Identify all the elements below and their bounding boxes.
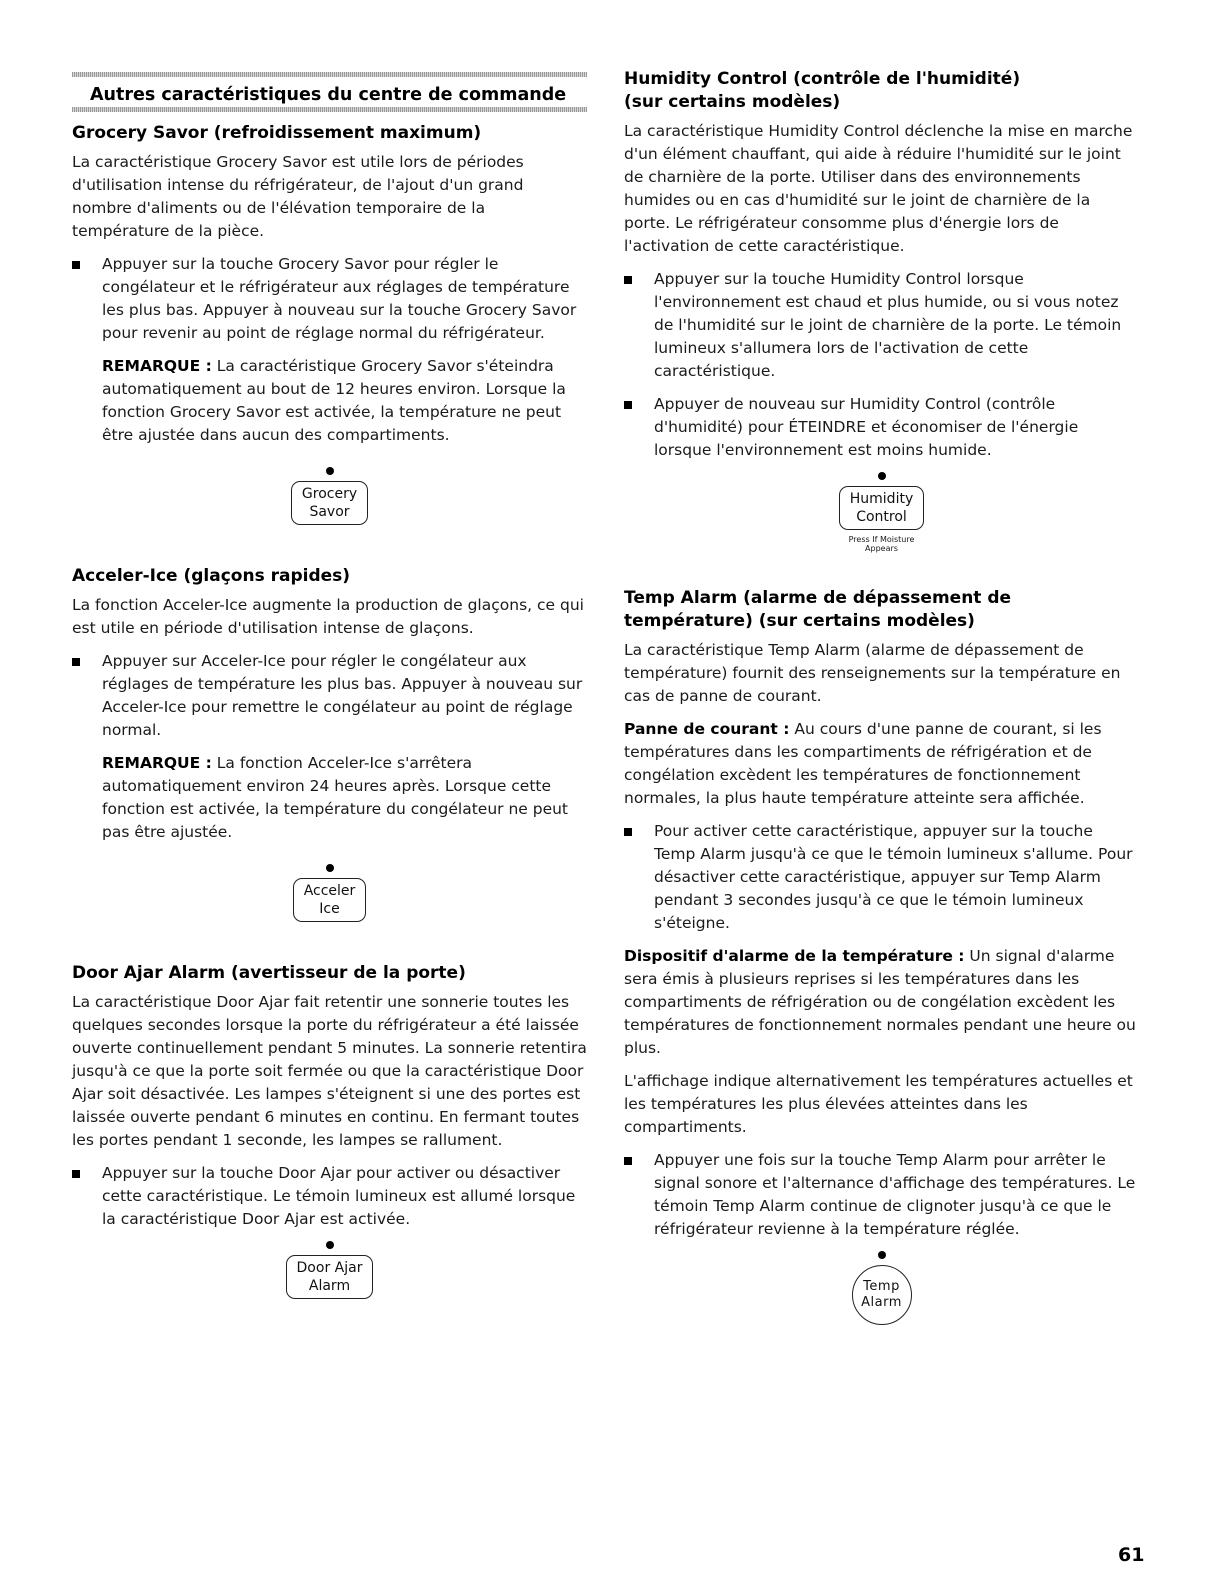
section-banner xyxy=(72,60,587,112)
door-ajar-bullet: Appuyer sur la touche Door Ajar pour activer ou désactiver cette caractéristique. Le témoin lumineux est allumé lorsque la caractéristique Door Ajar est activée. xyxy=(72,1162,587,1231)
alarm-device-paragraph: Dispositif d'alarme de la température : Un signal d'alarme sera émis à plusieurs reprises si les températures dans les compartiments de réfrigération ou de congélation excèdent les températures de fonctionnement normales pendant une heure ou plus. xyxy=(624,947,1136,1057)
indicator-dot-icon xyxy=(878,472,886,480)
right-column xyxy=(624,68,1139,1325)
door-ajar-heading: Door Ajar Alarm (avertisseur de la porte) xyxy=(72,963,466,983)
grocery-savor-bullet: Appuyer sur la touche Grocery Savor pour régler le congélateur et le réfrigérateur aux réglages de température les plus bas. Appuyer à nouveau sur la touche Grocery Savor pour revenir au point de réglage normal du réfrigérateur. xyxy=(72,253,587,345)
left-column xyxy=(72,60,587,1299)
temp-alarm-bullet-2: Appuyer une fois sur la touche Temp Alarm pour arrêter le signal sonore et l'alternance d'affichage des températures. Le témoin Temp Alarm continue de clignoter jusqu'à ce que le réfrigérateur revienne à la température réglée. xyxy=(624,1149,1139,1241)
display-paragraph: L'affichage indique alternativement les températures actuelles et les températures les plus élevées atteintes dans les compartiments. xyxy=(624,1072,1133,1136)
bullet-square-icon xyxy=(624,1157,632,1165)
bullet-square-icon xyxy=(624,401,632,409)
bullet-square-icon xyxy=(72,1170,80,1178)
indicator-dot-icon xyxy=(326,1241,334,1249)
door-ajar-intro: La caractéristique Door Ajar fait retentir une sonnerie toutes les quelques secondes lorsque la porte du réfrigérateur a été laissée ouverte continuellement pendant 5 minutes. La sonnerie retentira jusqu'à ce que la porte soit fermée ou que la caractéristique Door Ajar soit désactivée. Les lampes s'éteignent si une des portes est laissée ouverte pendant 6 minutes en continu. En fermant toutes les portes pendant 1 seconde, les lampes se rallument. xyxy=(72,993,587,1149)
humidity-control-button-figure xyxy=(624,472,1139,553)
page-number: 61 xyxy=(1118,1544,1145,1566)
humidity-control-intro: La caractéristique Humidity Control déclenche la mise en marche d'un élément chauffant, qui aide à réduire l'humidité sur le joint de charnière de la porte. Utiliser dans des environnements humides ou en cas d'humidité sur le joint de charnière de la porte. Le réfrigérateur consomme plus d'énergie lors de l'activation de cette caractéristique. xyxy=(624,122,1133,255)
humidity-control-caption: Press If Moisture Appears xyxy=(848,535,915,553)
bullet-square-icon xyxy=(72,261,80,269)
acceler-ice-heading: Acceler-Ice (glaçons rapides) xyxy=(72,566,351,586)
humidity-control-heading: Humidity Control (contrôle de l'humidité) (sur certains modèles) xyxy=(624,69,1021,112)
temp-alarm-button[interactable]: Temp Alarm xyxy=(852,1265,912,1325)
bullet-square-icon xyxy=(624,276,632,284)
indicator-dot-icon xyxy=(878,1251,886,1259)
grocery-savor-note: REMARQUE : La caractéristique Grocery Savor s'éteindra automatiquement au bout de 12 heures environ. Lorsque la fonction Grocery Savor est activée, la température ne peut être ajustée dans aucun des compartiments. xyxy=(102,357,566,444)
power-failure-paragraph: Panne de courant : Au cours d'une panne de courant, si les températures dans les compartiments de réfrigération et de congélation excèdent les températures de fonctionnement normales, la plus haute température atteinte sera affichée. xyxy=(624,720,1102,807)
bullet-square-icon xyxy=(72,658,80,666)
humidity-control-button[interactable]: Humidity Control xyxy=(839,486,924,530)
grocery-savor-button-figure xyxy=(72,467,587,525)
bullet-square-icon xyxy=(624,828,632,836)
acceler-ice-note: REMARQUE : La fonction Acceler-Ice s'arrêtera automatiquement environ 24 heures après. Lorsque cette fonction est activée, la température du congélateur ne peut pas être ajustée. xyxy=(102,754,569,841)
section-title: Autres caractéristiques du centre de commande xyxy=(90,85,567,105)
indicator-dot-icon xyxy=(326,467,334,475)
grocery-savor-button[interactable]: Grocery Savor xyxy=(291,481,368,525)
door-ajar-button-figure xyxy=(72,1241,587,1299)
door-ajar-alarm-button[interactable]: Door Ajar Alarm xyxy=(286,1255,374,1299)
temp-alarm-bullet-1: Pour activer cette caractéristique, appuyer sur la touche Temp Alarm jusqu'à ce que le témoin lumineux s'allume. Pour désactiver cette caractéristique, appuyer sur Temp Alarm pendant 3 secondes jusqu'à ce que le témoin lumineux s'éteigne. xyxy=(624,820,1139,935)
temp-alarm-button-figure xyxy=(624,1251,1139,1325)
humidity-control-bullet-1: Appuyer sur la touche Humidity Control lorsque l'environnement est chaud et plus humide, ou si vous notez de l'humidité sur le joint de charnière de la porte. Le témoin lumineux s'allumera lors de l'activation de cette caractéristique. xyxy=(624,268,1139,383)
humidity-control-bullet-2: Appuyer de nouveau sur Humidity Control (contrôle d'humidité) pour ÉTEINDRE et économiser de l'énergie lorsque l'environnement est moins humide. xyxy=(624,393,1139,462)
temp-alarm-heading: Temp Alarm (alarme de dépassement de température) (sur certains modèles) xyxy=(624,588,1012,631)
grocery-savor-intro: La caractéristique Grocery Savor est utile lors de périodes d'utilisation intense du réfrigérateur, de l'ajout d'un grand nombre d'aliments ou de l'élévation temporaire de la température de la pièce. xyxy=(72,153,524,240)
acceler-ice-button[interactable]: Acceler Ice xyxy=(293,878,367,922)
acceler-ice-bullet: Appuyer sur Acceler-Ice pour régler le congélateur aux réglages de température les plus bas. Appuyer à nouveau sur Acceler-Ice pour remettre le congélateur au point de réglage normal. xyxy=(72,650,587,742)
acceler-ice-button-figure xyxy=(72,864,587,922)
temp-alarm-intro: La caractéristique Temp Alarm (alarme de dépassement de température) fournit des renseignements sur la température en cas de panne de courant. xyxy=(624,641,1121,705)
indicator-dot-icon xyxy=(326,864,334,872)
acceler-ice-intro: La fonction Acceler-Ice augmente la production de glaçons, ce qui est utile en période d'utilisation intense de glaçons. xyxy=(72,596,584,637)
grocery-savor-heading: Grocery Savor (refroidissement maximum) xyxy=(72,123,482,143)
